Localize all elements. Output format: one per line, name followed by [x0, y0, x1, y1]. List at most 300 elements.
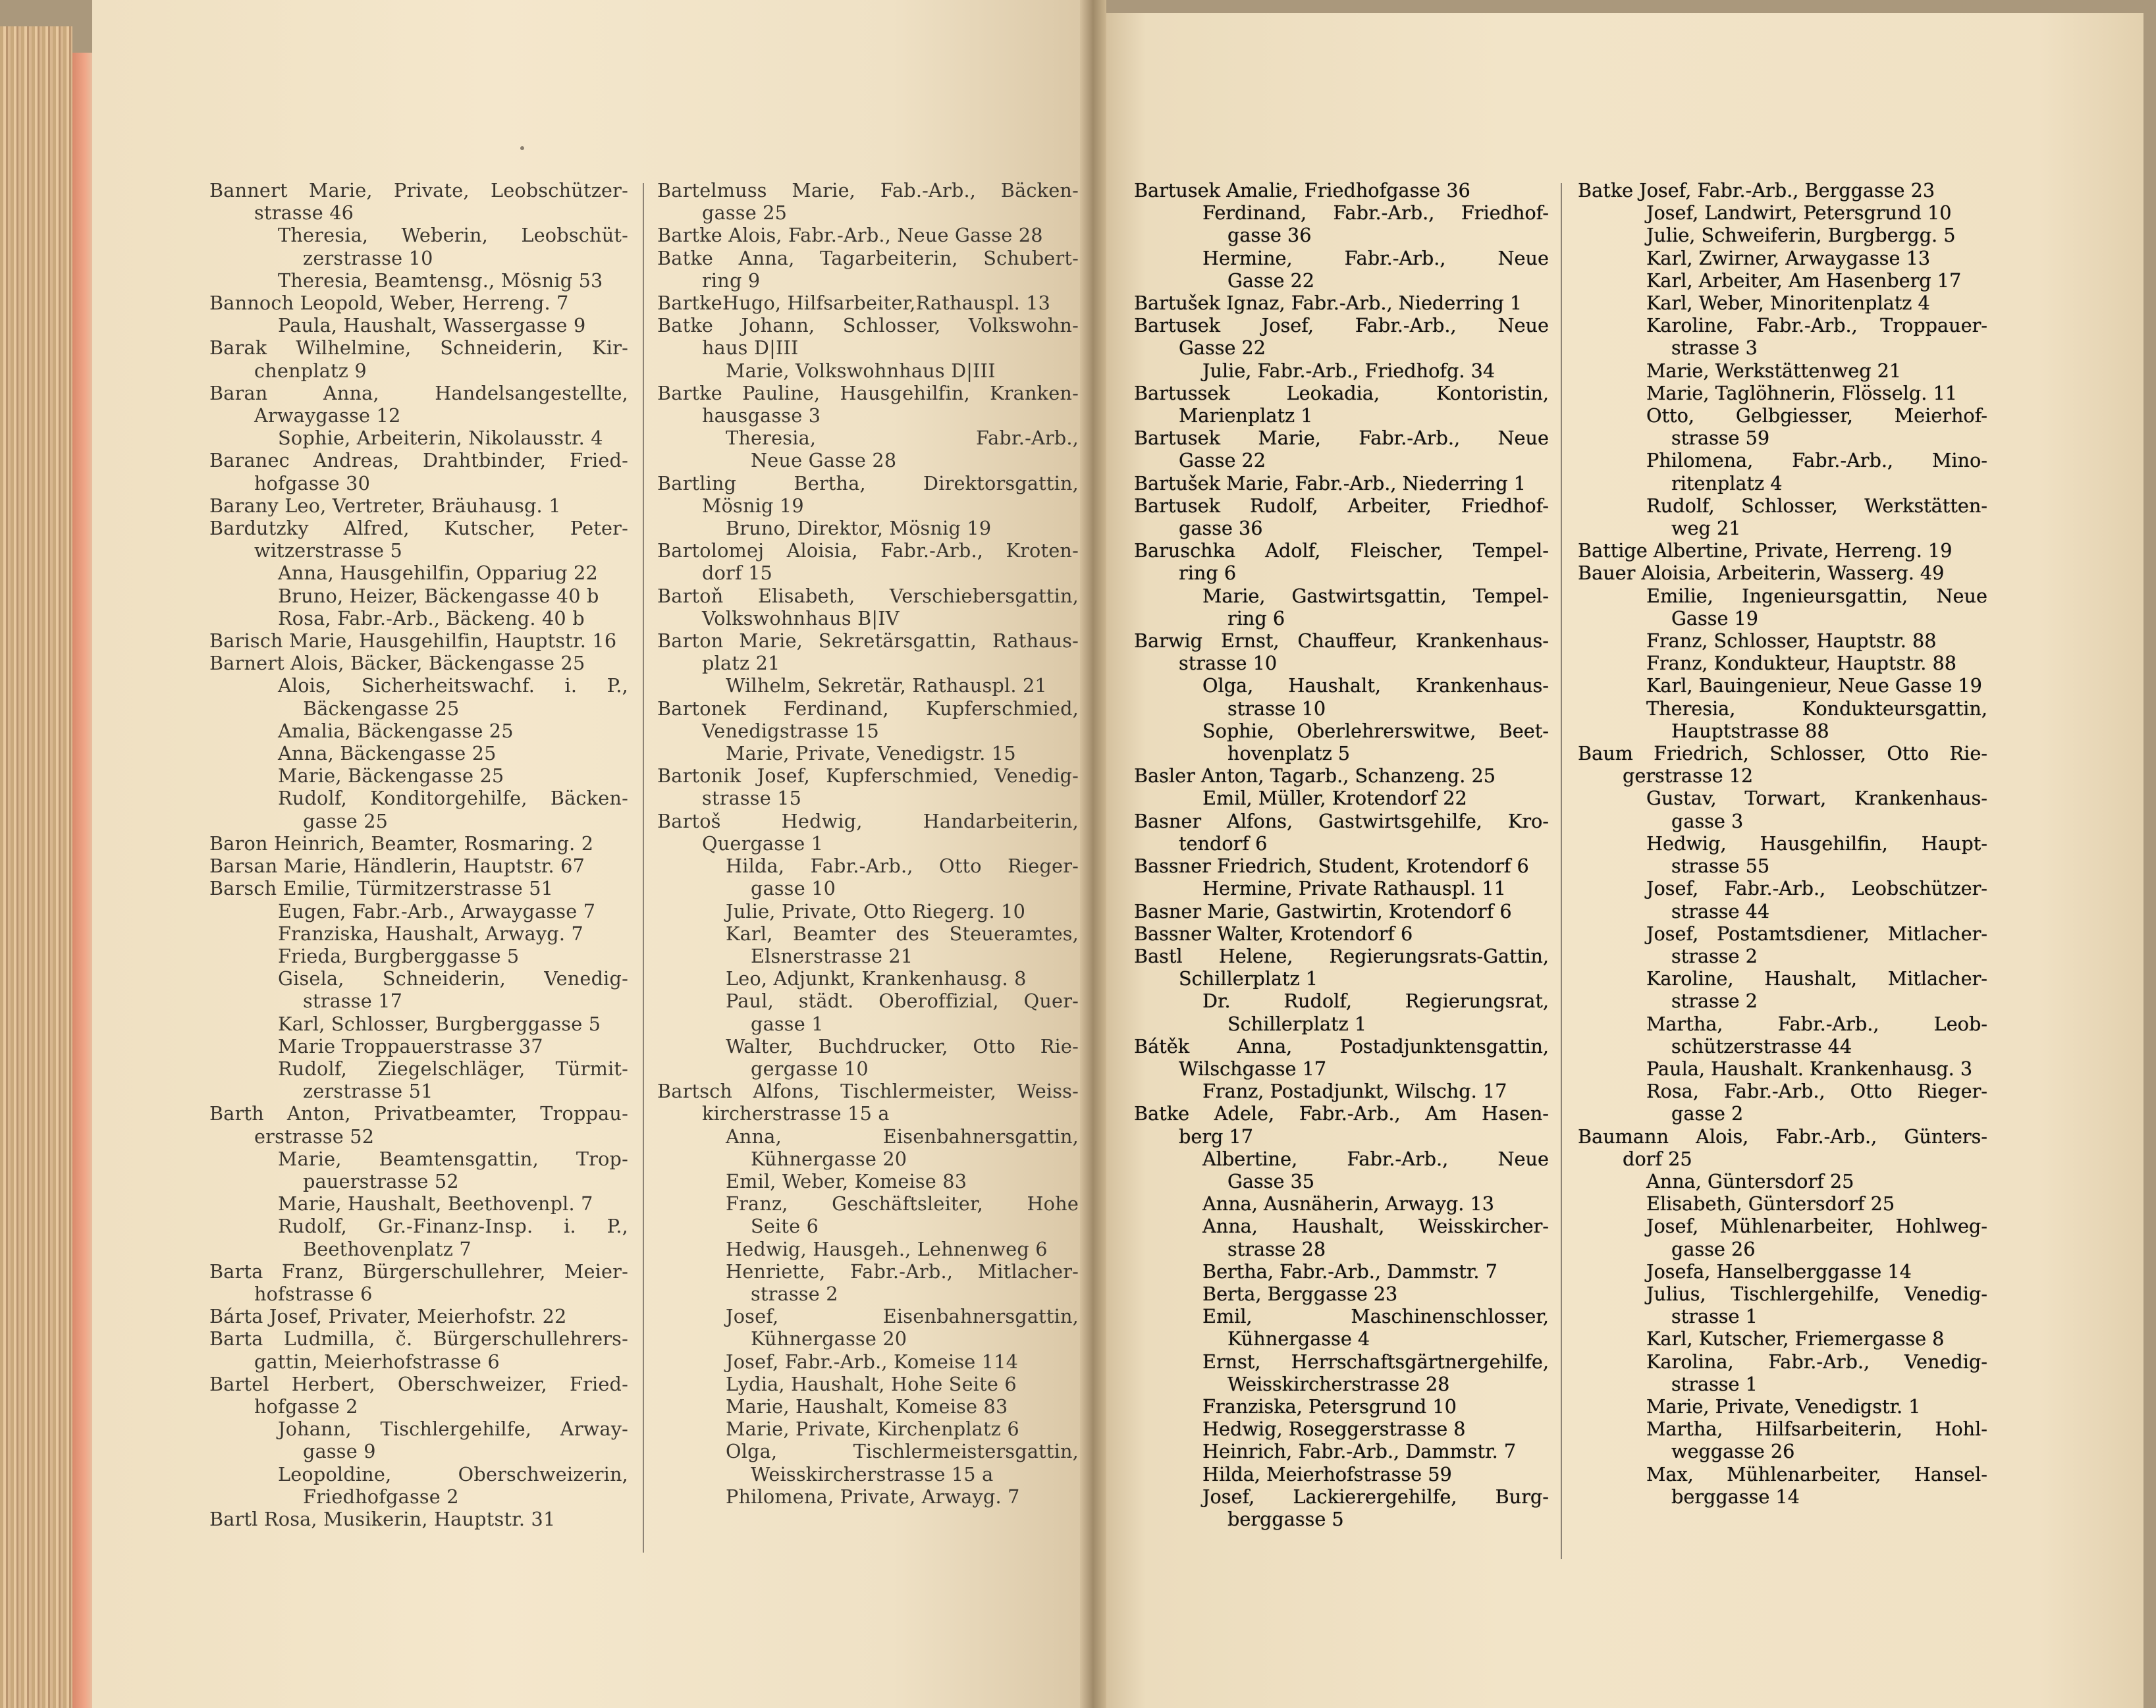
directory-entry — [209, 652, 628, 674]
entry-line: Barnert Alois, Bäcker, Bäckengasse 25 — [209, 652, 585, 675]
entry-line: Baumann Alois, Fabr.-Arb., Günters- — [1578, 1125, 1987, 1148]
entry-line: Josef, Lackierergehilfe, Burg- — [1202, 1485, 1549, 1508]
entry-line: Baum Friedrich, Schlosser, Otto Rie- — [1578, 742, 1987, 765]
directory-entry — [1578, 562, 1987, 584]
entry-line: weggasse 26 — [1671, 1440, 1795, 1463]
entry-line: Anna, Ausnäherin, Arwayg. 13 — [1202, 1192, 1494, 1215]
entry-line: Barton Marie, Sekretärsgattin, Rathaus- — [657, 629, 1079, 653]
entry-line: berg 17 — [1179, 1125, 1254, 1148]
entry-line: Gasse 22 — [1179, 336, 1266, 360]
directory-subentry — [209, 720, 628, 742]
entry-line: strasse 17 — [303, 990, 403, 1013]
entry-line: strasse 10 — [1179, 652, 1278, 675]
entry-line: Hedwig, Hausgehilfin, Haupt- — [1646, 832, 1987, 855]
entry-line: Bardutzky Alfred, Kutscher, Peter- — [209, 517, 628, 540]
entry-line: Paul, städt. Oberoffizial, Quer- — [726, 990, 1079, 1013]
directory-entry — [657, 697, 1079, 742]
entry-line: Julie, Private, Otto Riegerg. 10 — [726, 899, 1026, 922]
directory-subentry — [1134, 1080, 1549, 1102]
entry-line: Albertine, Fabr.-Arb., Neue — [1202, 1147, 1549, 1170]
entry-line: Josef, Fabr.-Arb., Komeise 114 — [726, 1350, 1019, 1373]
directory-entry — [657, 585, 1079, 629]
directory-subentry — [657, 1350, 1079, 1373]
entry-line: Bartušek Marie, Fabr.-Arb., Niederring 1 — [1134, 471, 1526, 494]
entry-line: Hilda, Fabr.-Arb., Otto Rieger- — [726, 855, 1079, 878]
directory-subentry — [209, 562, 628, 584]
entry-line: Barisch Marie, Hausgehilfin, Hauptstr. 16 — [209, 629, 617, 653]
directory-subentry — [657, 517, 1079, 539]
directory-subentry — [1578, 224, 1987, 246]
entry-line: Bannoch Leopold, Weber, Herreng. 7 — [209, 292, 569, 315]
entry-line: Leopoldine, Oberschweizerin, — [278, 1462, 628, 1485]
entry-line: Ernst, Herrschaftsgärtnergehilfe, — [1202, 1350, 1549, 1373]
directory-subentry — [657, 1395, 1079, 1418]
entry-line: Theresia, Beamtensg., Mösnig 53 — [278, 269, 603, 292]
entry-line: hofgasse 30 — [254, 471, 371, 494]
directory-subentry — [209, 900, 628, 922]
entry-line: Franz, Postadjunkt, Wilschg. 17 — [1202, 1080, 1507, 1103]
entry-line: Bartsch Alfons, Tischlermeister, Weiss- — [657, 1080, 1079, 1103]
entry-line: Barsch Emilie, Türmitzerstrasse 51 — [209, 877, 554, 900]
directory-entry — [1134, 1102, 1549, 1147]
entry-line: erstrasse 52 — [254, 1125, 375, 1148]
directory-subentry — [1134, 877, 1549, 899]
directory-subentry — [1578, 382, 1987, 404]
entry-line: Bartl Rosa, Musikerin, Hauptstr. 31 — [209, 1507, 556, 1530]
entry-line: tendorf 6 — [1179, 832, 1268, 855]
directory-subentry — [1134, 585, 1549, 629]
entry-line: Batke Johann, Schlosser, Volkswohn- — [657, 314, 1079, 337]
directory-subentry — [209, 269, 628, 292]
entry-line: Bauer Aloisia, Arbeiterin, Wasserg. 49 — [1578, 562, 1945, 585]
entry-line: Leo, Adjunkt, Krankenhausg. 8 — [726, 967, 1027, 990]
entry-line: Rosa, Fabr.-Arb., Bäckeng. 40 b — [278, 606, 585, 629]
entry-line: Kühnergasse 4 — [1227, 1327, 1370, 1350]
directory-subentry — [209, 314, 628, 336]
directory-entry — [657, 224, 1079, 246]
entry-line: kircherstrasse 15 a — [702, 1102, 890, 1125]
entry-line: Rudolf, Gr.-Finanz-Insp. i. P., — [278, 1215, 628, 1238]
entry-line: Arwaygasse 12 — [254, 404, 401, 427]
directory-subentry — [1134, 990, 1549, 1034]
directory-entry — [657, 810, 1079, 855]
entry-line: hofgasse 2 — [254, 1395, 358, 1418]
entry-line: Rudolf, Ziegelschläger, Türmit- — [278, 1057, 628, 1080]
directory-subentry — [1578, 967, 1987, 1012]
directory-subentry — [657, 1373, 1079, 1395]
directory-entry — [1134, 810, 1549, 855]
directory-subentry — [209, 922, 628, 945]
entry-line: BartkeHugo, Hilfsarbeiter,Rathauspl. 13 — [657, 292, 1051, 315]
entry-line: Volkswohnhaus B|IV — [702, 606, 900, 629]
entry-line: Sophie, Arbeiterin, Nikolausstr. 4 — [278, 427, 603, 450]
directory-entry — [209, 1327, 628, 1372]
directory-subentry — [1134, 247, 1549, 292]
entry-line: Weisskircherstrasse 15 a — [751, 1462, 994, 1485]
entry-line: Sophie, Oberlehrerswitwe, Beet- — [1202, 719, 1549, 742]
directory-subentry — [1134, 1440, 1549, 1462]
entry-line: Baron Heinrich, Beamter, Rosmaring. 2 — [209, 832, 594, 855]
entry-line: Marie, Beamtensgattin, Trop- — [278, 1147, 628, 1170]
entry-line: Marie, Haushalt, Komeise 83 — [726, 1395, 1008, 1418]
entry-line: Bertha, Fabr.-Arb., Dammstr. 7 — [1202, 1260, 1497, 1283]
directory-entry — [209, 832, 628, 855]
directory-subentry — [657, 1485, 1079, 1508]
directory-entry — [657, 292, 1079, 314]
entry-line: Wilschgasse 17 — [1179, 1057, 1327, 1080]
directory-subentry — [657, 1305, 1079, 1350]
directory-column-2 — [657, 179, 1079, 1508]
directory-subentry — [1578, 674, 1987, 697]
directory-subentry — [1578, 1260, 1987, 1283]
directory-subentry — [1134, 1215, 1549, 1260]
directory-entry — [209, 517, 628, 562]
entry-line: Bartušek Ignaz, Fabr.-Arb., Niederring 1 — [1134, 292, 1523, 315]
directory-subentry — [657, 922, 1079, 967]
directory-subentry — [1578, 404, 1987, 449]
directory-entry — [657, 1080, 1079, 1125]
directory-entry — [1578, 742, 1987, 787]
entry-line: Basner Alfons, Gastwirtsgehilfe, Kro- — [1134, 809, 1549, 832]
directory-subentry — [657, 1440, 1079, 1485]
directory-subentry — [209, 1215, 628, 1260]
directory-subentry — [209, 585, 628, 607]
entry-line: Bartonek Ferdinand, Kupferschmied, — [657, 697, 1079, 720]
entry-line: hovenplatz 5 — [1227, 742, 1351, 765]
entry-line: Bartonik Josef, Kupferschmied, Venedig- — [657, 764, 1079, 787]
entry-line: gasse 36 — [1179, 517, 1263, 540]
entry-line: Bartusek Rudolf, Arbeiter, Friedhof- — [1134, 494, 1549, 517]
directory-entry — [1134, 1035, 1549, 1080]
entry-line: gasse 25 — [702, 201, 788, 225]
directory-subentry — [209, 967, 628, 1012]
entry-line: Barsan Marie, Händlerin, Hauptstr. 67 — [209, 855, 585, 878]
entry-line: zerstrasse 51 — [303, 1080, 433, 1103]
directory-entry — [209, 1373, 628, 1418]
entry-line: Hedwig, Roseggerstrasse 8 — [1202, 1418, 1466, 1441]
entry-line: Josef, Landwirt, Petersgrund 10 — [1646, 201, 1952, 225]
entry-line: ring 6 — [1227, 606, 1285, 629]
directory-subentry — [209, 787, 628, 832]
entry-line: Julie, Schweiferin, Burgbergg. 5 — [1646, 224, 1956, 247]
entry-line: Bartusek Marie, Fabr.-Arb., Neue — [1134, 427, 1549, 450]
entry-line: gerstrasse 12 — [1623, 764, 1754, 787]
page-mark — [520, 146, 524, 150]
entry-line: dorf 25 — [1623, 1147, 1692, 1170]
entry-line: gasse 3 — [1671, 809, 1744, 832]
entry-line: Otto, Gelbgiesser, Meierhof- — [1646, 404, 1987, 427]
directory-subentry — [1134, 1350, 1549, 1395]
entry-line: Theresia, Fabr.-Arb., — [726, 427, 1079, 450]
entry-line: gasse 1 — [751, 1012, 824, 1035]
entry-line: Bastl Helene, Regierungsrats-Gattin, — [1134, 944, 1549, 967]
entry-line: Neue Gasse 28 — [751, 449, 897, 472]
entry-line: platz 21 — [702, 652, 780, 675]
directory-subentry — [209, 607, 628, 629]
directory-column-4 — [1578, 179, 1987, 1508]
entry-line: hausgasse 3 — [702, 404, 821, 427]
entry-line: gasse 10 — [751, 877, 836, 900]
directory-entry — [657, 247, 1079, 292]
entry-line: Theresia, Kondukteursgattin, — [1646, 697, 1987, 720]
directory-subentry — [657, 742, 1079, 764]
entry-line: zerstrasse 10 — [303, 246, 433, 269]
directory-subentry — [1578, 1327, 1987, 1350]
directory-entry — [1134, 314, 1549, 359]
entry-line: strasse 46 — [254, 201, 354, 225]
entry-line: Barth Anton, Privatbeamter, Troppau- — [209, 1102, 628, 1125]
entry-line: Eugen, Fabr.-Arb., Arwaygasse 7 — [278, 899, 596, 922]
entry-line: Hauptstrasse 88 — [1671, 719, 1829, 742]
entry-line: Bartelmuss Marie, Fab.-Arb., Bäcken- — [657, 179, 1079, 201]
entry-line: Rudolf, Konditorgehilfe, Bäcken- — [278, 787, 628, 810]
entry-line: Bäckengasse 25 — [303, 697, 460, 720]
directory-subentry — [657, 1170, 1079, 1192]
entry-line: Josef, Mühlenarbeiter, Hohlweg- — [1646, 1215, 1987, 1238]
entry-line: pauerstrasse 52 — [303, 1169, 459, 1192]
entry-line: Gisela, Schneiderin, Venedig- — [278, 967, 628, 990]
directory-subentry — [1134, 1463, 1549, 1485]
entry-line: Barta Ludmilla, č. Bürgerschullehrers- — [209, 1327, 628, 1350]
directory-subentry — [209, 1418, 628, 1462]
entry-line: gasse 36 — [1227, 224, 1312, 247]
directory-subentry — [209, 1463, 628, 1508]
directory-subentry — [1134, 360, 1549, 382]
directory-subentry — [209, 224, 628, 269]
entry-line: Hermine, Private Rathauspl. 11 — [1202, 877, 1506, 900]
entry-line: Amalia, Bäckengasse 25 — [278, 719, 514, 742]
entry-line: strasse 2 — [1671, 944, 1758, 967]
directory-subentry — [657, 1125, 1079, 1170]
directory-entry — [657, 382, 1079, 427]
directory-subentry — [1134, 1192, 1549, 1215]
directory-subentry — [1134, 1305, 1549, 1350]
entry-line: Schillerplatz 1 — [1179, 967, 1318, 990]
directory-entry — [657, 764, 1079, 809]
directory-subentry — [657, 1192, 1079, 1237]
directory-entry — [1134, 945, 1549, 990]
entry-line: gasse 2 — [1671, 1102, 1744, 1125]
directory-subentry — [1578, 201, 1987, 224]
entry-line: Karl, Bauingenieur, Neue Gasse 19 — [1646, 674, 1982, 697]
directory-entry — [209, 292, 628, 314]
directory-subentry — [1578, 292, 1987, 314]
entry-line: Bartusek Amalie, Friedhofgasse 36 — [1134, 179, 1470, 201]
directory-subentry — [209, 1013, 628, 1035]
entry-line: Bartolomej Aloisia, Fabr.-Arb., Kroten- — [657, 539, 1079, 562]
entry-line: Alois, Sicherheitswachf. i. P., — [278, 674, 628, 697]
entry-line: Bartusek Josef, Fabr.-Arb., Neue — [1134, 314, 1549, 337]
entry-line: Emil, Maschinenschlosser, — [1202, 1305, 1549, 1328]
entry-line: Julius, Tischlergehilfe, Venedig- — [1646, 1282, 1987, 1305]
entry-line: Gasse 22 — [1227, 269, 1315, 292]
entry-line: Franz, Kondukteur, Hauptstr. 88 — [1646, 652, 1957, 675]
entry-line: Olga, Tischlermeistersgattin, — [726, 1440, 1079, 1463]
directory-entry — [1134, 292, 1549, 314]
directory-column-3 — [1134, 179, 1549, 1530]
book-gutter — [1080, 0, 1106, 1708]
entry-line: Josef, Eisenbahnersgattin, — [726, 1305, 1079, 1328]
directory-entry — [1134, 922, 1549, 945]
entry-line: strasse 1 — [1671, 1372, 1758, 1395]
directory-subentry — [1134, 1485, 1549, 1530]
directory-subentry — [657, 855, 1079, 899]
entry-line: Heinrich, Fabr.-Arb., Dammstr. 7 — [1202, 1440, 1517, 1463]
entry-line: Emil, Weber, Komeise 83 — [726, 1169, 967, 1192]
entry-line: Marienplatz 1 — [1179, 404, 1313, 427]
entry-line: ring 6 — [1179, 562, 1237, 585]
entry-line: Wilhelm, Sekretär, Rathauspl. 21 — [726, 674, 1047, 697]
entry-line: Marie, Bäckengasse 25 — [278, 764, 504, 787]
entry-line: weg 21 — [1671, 517, 1741, 540]
entry-line: Karl, Kutscher, Friemergasse 8 — [1646, 1327, 1945, 1350]
entry-line: Frieda, Burgberggasse 5 — [278, 944, 520, 967]
entry-line: strasse 59 — [1671, 427, 1770, 450]
entry-line: strasse 1 — [1671, 1305, 1758, 1328]
directory-subentry — [1578, 494, 1987, 539]
entry-line: Quergasse 1 — [702, 832, 824, 855]
entry-line: Karl, Arbeiter, Am Hasenberg 17 — [1646, 269, 1962, 292]
entry-line: Berta, Berggasse 23 — [1202, 1282, 1398, 1305]
entry-line: Karolina, Fabr.-Arb., Venedig- — [1646, 1350, 1987, 1373]
entry-line: Bassner Friedrich, Student, Krotendorf 6 — [1134, 855, 1529, 878]
entry-line: Bruno, Direktor, Mösnig 19 — [726, 517, 992, 540]
entry-line: Batke Adele, Fabr.-Arb., Am Hasen- — [1134, 1102, 1549, 1125]
directory-subentry — [1134, 720, 1549, 764]
entry-line: Venedigstrasse 15 — [702, 719, 879, 742]
entry-line: Bannert Marie, Private, Leobschützer- — [209, 179, 628, 201]
directory-subentry — [1578, 1057, 1987, 1080]
directory-entry — [209, 336, 628, 381]
entry-line: Bartling Bertha, Direktorsgattin, — [657, 471, 1079, 494]
directory-subentry — [1134, 1418, 1549, 1440]
entry-line: Henriette, Fabr.-Arb., Mitlacher- — [726, 1260, 1079, 1283]
directory-subentry — [1578, 1463, 1987, 1508]
directory-subentry — [1578, 1192, 1987, 1215]
entry-line: Kühnergasse 20 — [751, 1147, 907, 1170]
entry-line: Anna, Eisenbahnersgattin, — [726, 1125, 1079, 1148]
entry-line: Bartke Alois, Fabr.-Arb., Neue Gasse 28 — [657, 224, 1043, 247]
directory-entry — [657, 179, 1079, 224]
directory-subentry — [1578, 832, 1987, 877]
directory-entry — [1578, 179, 1987, 201]
directory-subentry — [209, 1148, 628, 1192]
entry-line: Bartel Herbert, Oberschweizer, Fried- — [209, 1372, 628, 1395]
directory-subentry — [657, 1260, 1079, 1305]
entry-line: Friedhofgasse 2 — [303, 1485, 459, 1508]
entry-line: Hermine, Fabr.-Arb., Neue — [1202, 246, 1549, 269]
entry-line: Basner Marie, Gastwirtin, Krotendorf 6 — [1134, 899, 1512, 922]
directory-subentry — [209, 427, 628, 449]
directory-subentry — [657, 900, 1079, 922]
entry-line: Battige Albertine, Private, Herreng. 19 — [1578, 539, 1953, 562]
directory-entry — [1134, 382, 1549, 427]
directory-column-1 — [209, 179, 628, 1530]
entry-line: strasse 44 — [1671, 899, 1770, 922]
entry-line: Emil, Müller, Krotendorf 22 — [1202, 787, 1467, 810]
directory-subentry — [1578, 1283, 1987, 1327]
entry-line: Bartussek Leokadia, Kontoristin, — [1134, 381, 1549, 404]
entry-line: Marie, Volkswohnhaus D|III — [726, 359, 996, 382]
entry-line: Gasse 35 — [1227, 1169, 1315, 1192]
directory-entry — [1134, 494, 1549, 539]
directory-subentry — [657, 1035, 1079, 1080]
directory-subentry — [209, 674, 628, 719]
entry-line: Franz, Schlosser, Hauptstr. 88 — [1646, 629, 1937, 653]
entry-line: Paula, Haushalt. Krankenhausg. 3 — [1646, 1057, 1973, 1080]
entry-line: Seite 6 — [751, 1215, 819, 1238]
directory-subentry — [1578, 1013, 1987, 1057]
entry-line: Franz, Geschäftsleiter, Hohe — [726, 1192, 1079, 1215]
entry-line: Anna, Bäckengasse 25 — [278, 742, 497, 765]
entry-line: Hedwig, Hausgeh., Lehnenweg 6 — [726, 1237, 1048, 1260]
entry-line: Batke Josef, Fabr.-Arb., Berggasse 23 — [1578, 179, 1935, 201]
entry-line: ritenplatz 4 — [1671, 471, 1783, 494]
entry-line: Karl, Schlosser, Burgberggasse 5 — [278, 1012, 601, 1035]
directory-subentry — [209, 1192, 628, 1215]
column-rule-right — [1561, 183, 1562, 1559]
entry-line: gasse 25 — [303, 809, 389, 832]
entry-line: Anna, Hausgehilfin, Oppariug 22 — [278, 562, 598, 585]
entry-line: Bartoň Elisabeth, Verschiebersgattin, — [657, 584, 1079, 607]
entry-line: Julie, Fabr.-Arb., Friedhofg. 34 — [1202, 359, 1496, 382]
entry-line: Josef, Fabr.-Arb., Leobschützer- — [1646, 877, 1987, 900]
entry-line: Bartoš Hedwig, Handarbeiterin, — [657, 809, 1079, 832]
directory-subentry — [657, 427, 1079, 471]
directory-entry — [1134, 900, 1549, 922]
entry-line: Rudolf, Schlosser, Werkstätten- — [1646, 494, 1987, 517]
entry-line: Marie, Private, Kirchenplatz 6 — [726, 1418, 1019, 1441]
directory-subentry — [657, 1418, 1079, 1440]
entry-line: strasse 28 — [1227, 1237, 1326, 1260]
directory-subentry — [1578, 1170, 1987, 1192]
entry-line: Johann, Tischlergehilfe, Arway- — [278, 1418, 628, 1441]
entry-line: Walter, Buchdrucker, Otto Rie- — [726, 1034, 1079, 1057]
directory-subentry — [209, 1057, 628, 1102]
entry-line: Marie, Private, Venedigstr. 15 — [726, 742, 1016, 765]
entry-line: Martha, Fabr.-Arb., Leob- — [1646, 1012, 1987, 1035]
entry-line: berggasse 5 — [1227, 1507, 1344, 1530]
directory-subentry — [1578, 1350, 1987, 1395]
entry-line: Lydia, Haushalt, Hohe Seite 6 — [726, 1372, 1017, 1395]
entry-line: Max, Mühlenarbeiter, Hansel- — [1646, 1462, 1987, 1485]
entry-line: Hilda, Meierhofstrasse 59 — [1202, 1462, 1452, 1485]
entry-line: Franziska, Haushalt, Arwayg. 7 — [278, 922, 583, 945]
entry-line: Schillerplatz 1 — [1227, 1012, 1367, 1035]
directory-entry — [657, 539, 1079, 584]
directory-entry — [1134, 539, 1549, 584]
entry-line: Karl, Beamter des Steueramtes, — [726, 922, 1079, 945]
directory-subentry — [1578, 1080, 1987, 1125]
directory-subentry — [1134, 1395, 1549, 1418]
entry-line: Karoline, Fabr.-Arb., Troppauer- — [1646, 314, 1987, 337]
directory-subentry — [1578, 1215, 1987, 1260]
directory-entry — [209, 629, 628, 652]
entry-line: berggasse 14 — [1671, 1485, 1800, 1508]
directory-entry — [209, 1305, 628, 1327]
directory-entry — [209, 1260, 628, 1305]
directory-entry — [1134, 472, 1549, 494]
entry-line: Mösnig 19 — [702, 494, 804, 517]
directory-subentry — [1134, 1148, 1549, 1192]
entry-line: hofstrasse 6 — [254, 1282, 373, 1305]
directory-entry — [657, 472, 1079, 517]
directory-entry — [1134, 629, 1549, 674]
page-edges — [0, 26, 72, 1708]
directory-entry — [1578, 539, 1987, 562]
entry-line: ring 9 — [702, 269, 761, 292]
entry-line: Gustav, Torwart, Krankenhaus- — [1646, 787, 1987, 810]
